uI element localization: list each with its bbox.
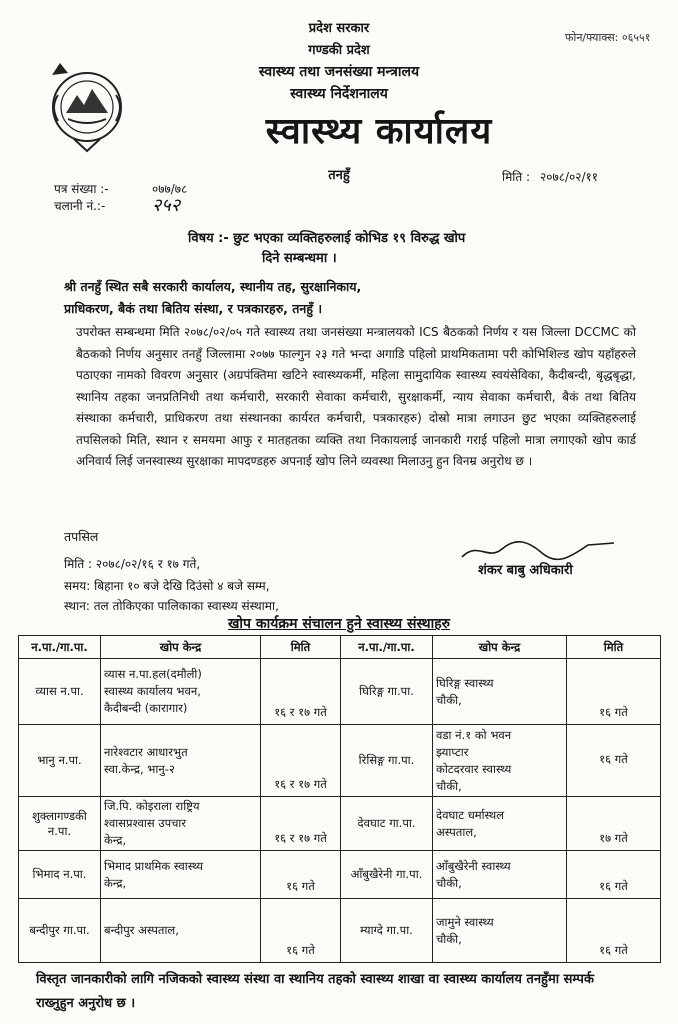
- kendra-line: जामुने स्वास्थ्य: [436, 914, 494, 929]
- kendra-line: जि.पि. कोइराला राष्ट्रिय: [104, 799, 200, 813]
- palika-cell: भिमाद न.पा.: [19, 851, 101, 899]
- miti-cell: १६ र १७ गते: [261, 659, 341, 725]
- table-row: [341, 659, 661, 725]
- kendra-line: चौकी,: [436, 778, 462, 793]
- schedule-place: स्थान: तल तोकिएका पालिकाका स्वास्थ्य संस्थामा,: [64, 599, 279, 613]
- kendra-line: वडा नं.१ को भवन: [436, 727, 512, 742]
- kendra-line: बन्दीपुर अस्पताल,: [104, 923, 179, 937]
- palika-cell: रिसिङ्ग गा.पा.: [341, 725, 433, 797]
- schedule-table-left: [18, 635, 341, 963]
- header-kendra: खोप केन्द्र: [433, 636, 567, 659]
- kendra-cell: [101, 899, 261, 963]
- header-palika: न.पा./गा.पा.: [19, 636, 101, 659]
- schedule-time: समय: बिहाना १० बजे देखि दिउंसो ४ बजे सम्म,: [64, 579, 270, 593]
- kendra-cell: [433, 659, 567, 725]
- miti-cell: १६ र १७ गते: [261, 797, 341, 851]
- kendra-line: केन्द्र,: [104, 833, 127, 847]
- date-value: २०७८/०२/११: [540, 170, 599, 184]
- date-label: मिति :: [502, 170, 531, 184]
- miti-cell: १६ गते: [261, 851, 341, 899]
- kendra-line: घिरिङ्ग स्वास्थ्य: [436, 675, 494, 690]
- kendra-cell: [433, 899, 567, 963]
- letterhead-line3: स्वास्थ्य तथा जनसंख्या मन्त्रालय: [258, 64, 420, 80]
- patra-label: पत्र संख्या :-: [54, 182, 109, 196]
- chalani-value: २५२: [152, 195, 181, 216]
- kendra-line: नारेश्वटार आधारभुत: [104, 744, 188, 759]
- miti-cell: १६ गते: [567, 725, 661, 797]
- header-kendra: खोप केन्द्र: [101, 636, 261, 659]
- header-palika: न.पा./गा.पा.: [341, 636, 433, 659]
- kendra-line: व्यास न.पा.हल(दमौली): [104, 667, 202, 681]
- table-row: [341, 851, 661, 899]
- kendra-line: आँबुखैरेनी स्वास्थ्य: [436, 858, 511, 873]
- palika-cell: बन्दीपुर गा.पा.: [19, 899, 101, 963]
- miti-cell: १६ र १७ गते: [261, 725, 341, 797]
- table-row: [19, 659, 341, 725]
- palika-cell: शुक्लागण्डकी न.पा.: [19, 797, 101, 851]
- kendra-line: भिमाद प्राथमिक स्वास्थ्य: [104, 858, 204, 873]
- miti-cell: १७ गते: [567, 797, 661, 851]
- kendra-cell: [433, 797, 567, 851]
- recipient-line1: श्री तनहुँ स्थित सबै सरकारी कार्यालय, स्थानीय तह, सुरक्षानिकाय,: [64, 279, 362, 294]
- palika-cell: म्याग्दे गा.पा.: [341, 899, 433, 963]
- header-miti: मिति: [261, 636, 341, 659]
- recipient: [64, 276, 361, 320]
- miti-cell: १६ गते: [567, 659, 661, 725]
- miti-cell: १६ गते: [567, 899, 661, 963]
- schedule-date: मिति : २०७८/०२/१६ र १७ गते,: [64, 557, 201, 571]
- table-row: [341, 725, 661, 797]
- kendra-line: स्वा.केन्द्र, भानु-२: [104, 761, 175, 776]
- letterhead-line1: प्रदेश सरकार: [308, 21, 370, 36]
- recipient-line2: प्राधिकरण, बैकं तथा बितिय संस्था, र पत्रकारहरु, तनहुँ ।: [64, 301, 323, 316]
- patra-value: ०७७/७८: [152, 182, 188, 196]
- table-row: [19, 851, 341, 899]
- kendra-cell: [101, 851, 261, 899]
- table-row: [19, 899, 341, 963]
- kendra-line: चौकी,: [436, 692, 462, 707]
- letterhead-line2: गण्डकी प्रदेश: [308, 43, 370, 58]
- letter-body: उपरोक्त सम्बन्धमा मिति २०७८/०२/०५ गते स्वास्थ्य तथा जनसंख्या मन्त्रालयको ICS बैठकको निर्णय र यस जिल्ला DCCMC को बैठकको निर्णय अनुसार तनहुँ जिल्लामा २०७७ फाल्गुन २३ गते भन्दा अगाडि पहिलो प्राथमिकतामा परी कोभिशिल्ड खोप यहाँहरुले पठाएका नामको विवरण अनुसार (अग्रपंक्तिमा खटिने स्वास्थ्यकर्मी, महिला सामुदायिक स्वास्थ्य स्वयंसेविका, कैदीबन्दी, बृद्धबृद्धा, स्थानिय तहका जनप्रतिनिधी तथा कर्मचारी, सरकारी सेवाका कर्मचारी, सुरक्षाकर्मी, न्याय सेवाका कर्मचारी, बैकं तथा बितिय संस्थाका कर्मचारी, प्राधिकरण तथा संस्थानका कार्यरत कर्मचारी, पत्रकारहरु) दोस्रो मात्रा लगाउन छुट भएका व्यक्तिहरुलाई तपसिलको मिति, स्थान र समयमा आफु र मातहतका व्यक्ति तथा निकायलाई जानकारी गराई पहिलो मात्रा लगाएको खोप कार्ड अनिवार्य लिई जनस्वास्थ्य सुरक्षाका मापदण्डहरु अपनाई खोप लिने व्यवस्था मिलाउनु हुन विनम्र अनुरोध छ ।: [76, 325, 636, 468]
- signatory-name: शंकर बाबु अधिकारी: [478, 563, 573, 578]
- kendra-cell: [101, 797, 261, 851]
- letterhead-line4: स्वास्थ्य निर्देशनालय: [290, 86, 388, 102]
- table-row: [341, 797, 661, 851]
- kendra-cell: [101, 725, 261, 797]
- footer-note: विस्तृत जानकारीको लागि नजिकको स्वास्थ्य संस्था वा स्थानिय तहको स्वास्थ्य शाखा वा स्वास्थ्य कार्यालय तनहुँमा सम्पर्क राख्नुहुन अनुरोध छ ।: [36, 972, 594, 1011]
- district-name: तनहुँ: [328, 168, 350, 183]
- kendra-line: देवघाट धर्मास्थल: [436, 807, 505, 822]
- kendra-line: अस्पताल,: [436, 824, 477, 839]
- kendra-cell: [101, 659, 261, 725]
- palika-cell: आँबुखैरेनी गा.पा.: [341, 851, 433, 899]
- subject-line2: दिने सम्बन्धमा ।: [262, 251, 337, 266]
- kendra-cell: [433, 725, 567, 797]
- miti-cell: १६ गते: [261, 899, 341, 963]
- tapsil-heading: तपसिल: [64, 529, 99, 544]
- office-name: स्वास्थ्य कार्यालय: [265, 111, 493, 152]
- table-row: [19, 797, 341, 851]
- kendra-line: स्वास्थ्य कार्यालय भवन,: [104, 684, 201, 698]
- kendra-line: चौकी,: [436, 931, 462, 946]
- schedule-table-right: [340, 635, 661, 963]
- kendra-line: झ्याप्टार: [436, 744, 469, 759]
- kendra-line: चौकी,: [436, 875, 462, 890]
- palika-cell: व्यास न.पा.: [19, 659, 101, 725]
- kendra-line: केन्द्र,: [104, 875, 127, 890]
- table-row: [341, 899, 661, 963]
- miti-cell: १६ गते: [567, 851, 661, 899]
- kendra-line: कोटदरवार स्वास्थ्य: [436, 761, 512, 776]
- kendra-cell: [433, 851, 567, 899]
- chalani-label: चलानी नं.:-: [54, 199, 106, 213]
- subject-line1: विषय :- छुट भएका व्यक्तिहरुलाई कोभिड १९ विरुद्ध खोप: [188, 231, 466, 246]
- table-row: [19, 725, 341, 797]
- palika-cell: देवघाट गा.पा.: [341, 797, 433, 851]
- phone-fax: फोन/फ्याक्स: ०६५५१: [565, 31, 651, 44]
- header-miti: मिति: [567, 636, 661, 659]
- palika-cell: भानु न.पा.: [19, 725, 101, 797]
- kendra-line: कैदीबन्दी (कारागार): [104, 701, 188, 715]
- table-title: खोप कार्यक्रम संचालन हुने स्वास्थ्य संस्थाहरु: [227, 616, 451, 632]
- kendra-line: श्वासप्रश्वास उपचार: [104, 816, 187, 830]
- palika-cell: घिरिङ्ग गा.पा.: [341, 659, 433, 725]
